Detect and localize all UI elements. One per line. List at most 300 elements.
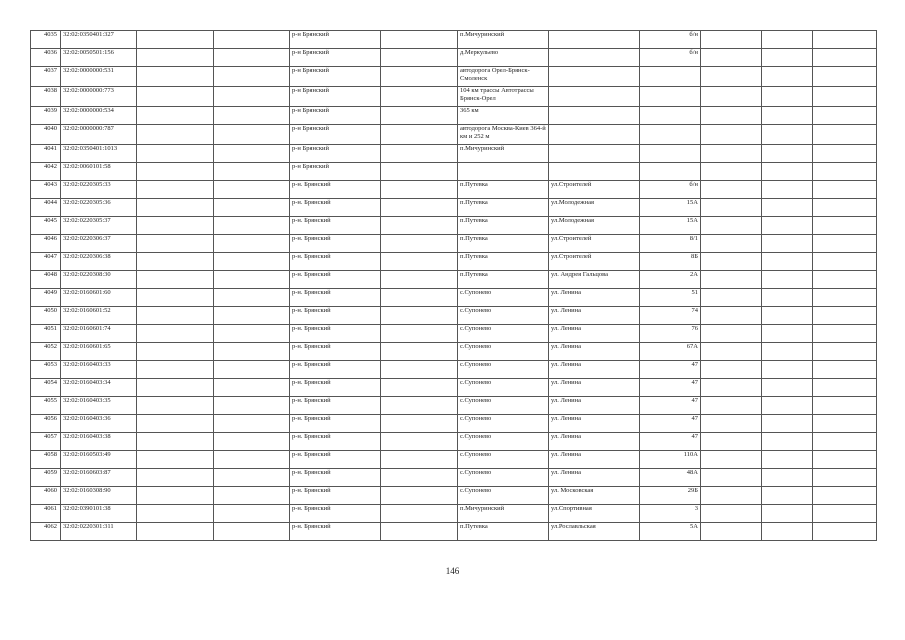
cadastral-number-cell: 32:02:0220305:33 [61, 181, 137, 199]
empty-cell [762, 199, 813, 217]
empty-cell [137, 87, 214, 107]
empty-cell [137, 67, 214, 87]
district-cell: р-н Брянский [290, 145, 381, 163]
cadastral-number-cell: 32:02:0060101:58 [61, 163, 137, 181]
empty-cell [813, 505, 877, 523]
district-cell: р-н. Брянский [290, 235, 381, 253]
row-number-cell: 4061 [31, 505, 61, 523]
empty-cell [701, 67, 762, 87]
district-cell: р-н. Брянский [290, 325, 381, 343]
settlement-cell: с.Супонево [458, 361, 549, 379]
street-cell: ул. Ленина [549, 415, 640, 433]
empty-cell [137, 361, 214, 379]
table-row [31, 307, 877, 325]
settlement-cell: с.Супонево [458, 415, 549, 433]
empty-cell [137, 289, 214, 307]
cadastral-number-cell: 32:02:0220305:37 [61, 217, 137, 235]
empty-cell [137, 325, 214, 343]
empty-cell [762, 505, 813, 523]
empty-cell [813, 253, 877, 271]
house-number-cell: 76 [640, 325, 701, 343]
empty-cell [813, 199, 877, 217]
empty-cell [813, 379, 877, 397]
empty-cell [381, 67, 458, 87]
empty-cell [701, 217, 762, 235]
cadastral-number-cell: 32:02:0220306:37 [61, 235, 137, 253]
empty-cell [762, 217, 813, 235]
empty-cell [701, 397, 762, 415]
house-number-cell [640, 163, 701, 181]
empty-cell [381, 433, 458, 451]
empty-cell [214, 487, 290, 505]
empty-cell [214, 379, 290, 397]
house-number-cell: 110А [640, 451, 701, 469]
empty-cell [813, 487, 877, 505]
empty-cell [137, 163, 214, 181]
settlement-cell: с.Супонево [458, 451, 549, 469]
settlement-cell: с.Супонево [458, 343, 549, 361]
street-cell [549, 67, 640, 87]
empty-cell [813, 433, 877, 451]
empty-cell [762, 163, 813, 181]
empty-cell [214, 523, 290, 541]
empty-cell [381, 49, 458, 67]
table-row [31, 125, 877, 145]
empty-cell [701, 451, 762, 469]
empty-cell [137, 487, 214, 505]
street-cell: ул. Ленина [549, 361, 640, 379]
empty-cell [813, 235, 877, 253]
settlement-cell: п.Мичуринский [458, 145, 549, 163]
cadastral-number-cell: 32:02:0220306:38 [61, 253, 137, 271]
empty-cell [762, 379, 813, 397]
empty-cell [214, 87, 290, 107]
empty-cell [813, 343, 877, 361]
empty-cell [381, 235, 458, 253]
empty-cell [137, 523, 214, 541]
settlement-cell: с.Супонево [458, 487, 549, 505]
street-cell: ул.Молодежная [549, 217, 640, 235]
empty-cell [701, 49, 762, 67]
cadastral-number-cell: 32:02:0050501:156 [61, 49, 137, 67]
house-number-cell: 51 [640, 289, 701, 307]
empty-cell [214, 49, 290, 67]
empty-cell [214, 343, 290, 361]
row-number-cell: 4043 [31, 181, 61, 199]
empty-cell [137, 107, 214, 125]
empty-cell [762, 415, 813, 433]
district-cell: р-н. Брянский [290, 415, 381, 433]
row-number-cell: 4041 [31, 145, 61, 163]
house-number-cell: 8Б [640, 253, 701, 271]
empty-cell [762, 397, 813, 415]
house-number-cell [640, 107, 701, 125]
empty-cell [381, 125, 458, 145]
street-cell: ул. Ленина [549, 379, 640, 397]
empty-cell [381, 253, 458, 271]
table-row [31, 217, 877, 235]
empty-cell [214, 67, 290, 87]
street-cell: ул. Андрея Гальцова [549, 271, 640, 289]
empty-cell [137, 31, 214, 49]
cadastral-number-cell: 32:02:0160601:74 [61, 325, 137, 343]
street-cell: ул. Ленина [549, 397, 640, 415]
empty-cell [137, 253, 214, 271]
table-row [31, 469, 877, 487]
empty-cell [137, 199, 214, 217]
house-number-cell: 47 [640, 415, 701, 433]
empty-cell [214, 415, 290, 433]
empty-cell [762, 31, 813, 49]
settlement-cell: с.Супонево [458, 433, 549, 451]
empty-cell [137, 49, 214, 67]
district-cell: р-н. Брянский [290, 487, 381, 505]
empty-cell [381, 397, 458, 415]
cadastral-number-cell: 32:02:0000000:531 [61, 67, 137, 87]
empty-cell [813, 145, 877, 163]
empty-cell [701, 289, 762, 307]
cadastral-number-cell: 32:02:0160403:33 [61, 361, 137, 379]
empty-cell [813, 289, 877, 307]
district-cell: р-н Брянский [290, 67, 381, 87]
cadastral-number-cell: 32:02:0220308:30 [61, 271, 137, 289]
empty-cell [813, 397, 877, 415]
empty-cell [701, 107, 762, 125]
cadastral-number-cell: 32:02:0160601:60 [61, 289, 137, 307]
settlement-cell: с.Супонево [458, 325, 549, 343]
empty-cell [762, 107, 813, 125]
street-cell: ул.Рославльская [549, 523, 640, 541]
district-cell: р-н. Брянский [290, 217, 381, 235]
cadastral-number-cell: 32:02:0160601:52 [61, 307, 137, 325]
row-number-cell: 4058 [31, 451, 61, 469]
table-row [31, 397, 877, 415]
empty-cell [762, 433, 813, 451]
empty-cell [813, 469, 877, 487]
empty-cell [137, 505, 214, 523]
row-number-cell: 4059 [31, 469, 61, 487]
empty-cell [381, 289, 458, 307]
cadastral-number-cell: 32:02:0160403:35 [61, 397, 137, 415]
cadastral-number-cell: 32:02:0160308:90 [61, 487, 137, 505]
empty-cell [701, 145, 762, 163]
row-number-cell: 4037 [31, 67, 61, 87]
empty-cell [381, 163, 458, 181]
empty-cell [701, 361, 762, 379]
empty-cell [214, 31, 290, 49]
empty-cell [701, 325, 762, 343]
table-row [31, 199, 877, 217]
empty-cell [813, 163, 877, 181]
empty-cell [762, 253, 813, 271]
empty-cell [214, 145, 290, 163]
empty-cell [214, 505, 290, 523]
empty-cell [701, 487, 762, 505]
cadastral-table [30, 30, 877, 541]
table-row [31, 163, 877, 181]
empty-cell [701, 433, 762, 451]
settlement-cell: 365 км [458, 107, 549, 125]
empty-cell [701, 271, 762, 289]
empty-cell [381, 145, 458, 163]
cadastral-number-cell: 32:02:0160603:87 [61, 469, 137, 487]
settlement-cell: п.Путевка [458, 271, 549, 289]
house-number-cell: 15А [640, 217, 701, 235]
empty-cell [137, 379, 214, 397]
house-number-cell [640, 87, 701, 107]
street-cell: ул. Ленина [549, 289, 640, 307]
empty-cell [381, 107, 458, 125]
row-number-cell: 4045 [31, 217, 61, 235]
street-cell: ул. Московская [549, 487, 640, 505]
empty-cell [762, 87, 813, 107]
empty-cell [381, 217, 458, 235]
row-number-cell: 4056 [31, 415, 61, 433]
row-number-cell: 4050 [31, 307, 61, 325]
district-cell: р-н. Брянский [290, 379, 381, 397]
street-cell: ул. Ленина [549, 307, 640, 325]
empty-cell [701, 31, 762, 49]
table-row [31, 343, 877, 361]
empty-cell [813, 125, 877, 145]
house-number-cell: 47 [640, 379, 701, 397]
street-cell: ул. Ленина [549, 469, 640, 487]
empty-cell [381, 87, 458, 107]
row-number-cell: 4051 [31, 325, 61, 343]
cadastral-number-cell: 32:02:0160503:49 [61, 451, 137, 469]
empty-cell [701, 415, 762, 433]
empty-cell [214, 433, 290, 451]
cadastral-number-cell: 32:02:0000000:773 [61, 87, 137, 107]
table-row [31, 271, 877, 289]
row-number-cell: 4049 [31, 289, 61, 307]
house-number-cell [640, 67, 701, 87]
district-cell: р-н Брянский [290, 31, 381, 49]
cadastral-number-cell: 32:02:0160601:65 [61, 343, 137, 361]
empty-cell [381, 469, 458, 487]
empty-cell [214, 271, 290, 289]
settlement-cell: автодорога Орел-Брянск-Смоленск [458, 67, 549, 87]
empty-cell [701, 469, 762, 487]
street-cell [549, 145, 640, 163]
house-number-cell: б/н [640, 49, 701, 67]
empty-cell [137, 271, 214, 289]
empty-cell [137, 307, 214, 325]
empty-cell [214, 217, 290, 235]
empty-cell [137, 125, 214, 145]
empty-cell [762, 325, 813, 343]
empty-cell [701, 343, 762, 361]
empty-cell [381, 343, 458, 361]
row-number-cell: 4053 [31, 361, 61, 379]
district-cell: р-н. Брянский [290, 181, 381, 199]
street-cell: ул.Строителей [549, 181, 640, 199]
empty-cell [137, 415, 214, 433]
table-row [31, 505, 877, 523]
empty-cell [813, 523, 877, 541]
row-number-cell: 4052 [31, 343, 61, 361]
house-number-cell: 3 [640, 505, 701, 523]
empty-cell [762, 125, 813, 145]
district-cell: р-н Брянский [290, 125, 381, 145]
cadastral-number-cell: 32:02:0000000:787 [61, 125, 137, 145]
empty-cell [762, 307, 813, 325]
settlement-cell: п.Путевка [458, 199, 549, 217]
cadastral-number-cell: 32:02:0220301:311 [61, 523, 137, 541]
street-cell: ул. Ленина [549, 325, 640, 343]
table-row [31, 451, 877, 469]
empty-cell [813, 49, 877, 67]
table-row [31, 379, 877, 397]
empty-cell [701, 379, 762, 397]
table-row [31, 235, 877, 253]
table-row [31, 415, 877, 433]
empty-cell [762, 235, 813, 253]
empty-cell [137, 235, 214, 253]
table-row [31, 361, 877, 379]
empty-cell [381, 325, 458, 343]
empty-cell [137, 343, 214, 361]
settlement-cell: п.Мичуринский [458, 31, 549, 49]
settlement-cell: п.Путевка [458, 235, 549, 253]
house-number-cell: 15А [640, 199, 701, 217]
empty-cell [381, 181, 458, 199]
empty-cell [813, 271, 877, 289]
row-number-cell: 4046 [31, 235, 61, 253]
empty-cell [701, 235, 762, 253]
street-cell: ул. Ленина [549, 433, 640, 451]
empty-cell [381, 487, 458, 505]
district-cell: р-н. Брянский [290, 397, 381, 415]
empty-cell [762, 49, 813, 67]
empty-cell [813, 325, 877, 343]
house-number-cell: 74 [640, 307, 701, 325]
district-cell: р-н Брянский [290, 87, 381, 107]
table-row [31, 49, 877, 67]
table-row [31, 325, 877, 343]
settlement-cell: п.Мичуринский [458, 505, 549, 523]
district-cell: р-н. Брянский [290, 433, 381, 451]
house-number-cell: 5А [640, 523, 701, 541]
empty-cell [762, 271, 813, 289]
empty-cell [813, 67, 877, 87]
table-row [31, 145, 877, 163]
street-cell: ул. Ленина [549, 343, 640, 361]
empty-cell [381, 199, 458, 217]
house-number-cell: б/н [640, 31, 701, 49]
house-number-cell: 29Б [640, 487, 701, 505]
settlement-cell: автодорога Москва-Киев 364-й км и 252 м [458, 125, 549, 145]
house-number-cell: 8/1 [640, 235, 701, 253]
table-row [31, 87, 877, 107]
empty-cell [813, 31, 877, 49]
district-cell: р-н. Брянский [290, 271, 381, 289]
settlement-cell: с.Супонево [458, 469, 549, 487]
street-cell [549, 87, 640, 107]
street-cell [549, 49, 640, 67]
table-row [31, 31, 877, 49]
empty-cell [214, 181, 290, 199]
empty-cell [381, 505, 458, 523]
house-number-cell: 47 [640, 361, 701, 379]
empty-cell [762, 67, 813, 87]
page-number: 146 [445, 566, 460, 576]
settlement-cell: п.Путевка [458, 253, 549, 271]
empty-cell [762, 361, 813, 379]
empty-cell [214, 289, 290, 307]
empty-cell [214, 199, 290, 217]
house-number-cell: 2А [640, 271, 701, 289]
row-number-cell: 4057 [31, 433, 61, 451]
house-number-cell: 67А [640, 343, 701, 361]
empty-cell [137, 181, 214, 199]
empty-cell [214, 253, 290, 271]
settlement-cell: п.Путевка [458, 217, 549, 235]
empty-cell [762, 451, 813, 469]
district-cell: р-н. Брянский [290, 505, 381, 523]
row-number-cell: 4047 [31, 253, 61, 271]
empty-cell [701, 199, 762, 217]
settlement-cell: д.Меркульево [458, 49, 549, 67]
empty-cell [701, 163, 762, 181]
empty-cell [813, 87, 877, 107]
district-cell: р-н. Брянский [290, 523, 381, 541]
empty-cell [813, 181, 877, 199]
district-cell: р-н. Брянский [290, 361, 381, 379]
row-number-cell: 4062 [31, 523, 61, 541]
cadastral-number-cell: 32:02:0160403:36 [61, 415, 137, 433]
empty-cell [762, 145, 813, 163]
empty-cell [381, 379, 458, 397]
empty-cell [214, 397, 290, 415]
empty-cell [214, 125, 290, 145]
empty-cell [214, 107, 290, 125]
cadastral-number-cell: 32:02:0350401:327 [61, 31, 137, 49]
street-cell: ул.Молодежная [549, 199, 640, 217]
house-number-cell: б/н [640, 181, 701, 199]
table-row [31, 67, 877, 87]
empty-cell [381, 271, 458, 289]
street-cell: ул.Строителей [549, 253, 640, 271]
empty-cell [381, 307, 458, 325]
empty-cell [701, 307, 762, 325]
empty-cell [214, 307, 290, 325]
district-cell: р-н Брянский [290, 163, 381, 181]
empty-cell [214, 235, 290, 253]
empty-cell [701, 181, 762, 199]
street-cell: ул. Ленина [549, 451, 640, 469]
settlement-cell: 104 км трассы Автотрассы Брянск-Орел [458, 87, 549, 107]
empty-cell [762, 523, 813, 541]
empty-cell [214, 469, 290, 487]
district-cell: р-н. Брянский [290, 343, 381, 361]
empty-cell [137, 217, 214, 235]
settlement-cell: п.Путевка [458, 523, 549, 541]
row-number-cell: 4044 [31, 199, 61, 217]
empty-cell [137, 451, 214, 469]
row-number-cell: 4055 [31, 397, 61, 415]
row-number-cell: 4060 [31, 487, 61, 505]
cadastral-number-cell: 32:02:0390101:38 [61, 505, 137, 523]
empty-cell [701, 523, 762, 541]
settlement-cell: с.Супонево [458, 397, 549, 415]
cadastral-number-cell: 32:02:0160403:34 [61, 379, 137, 397]
street-cell [549, 163, 640, 181]
table-row [31, 253, 877, 271]
table-row [31, 523, 877, 541]
empty-cell [214, 163, 290, 181]
empty-cell [813, 107, 877, 125]
